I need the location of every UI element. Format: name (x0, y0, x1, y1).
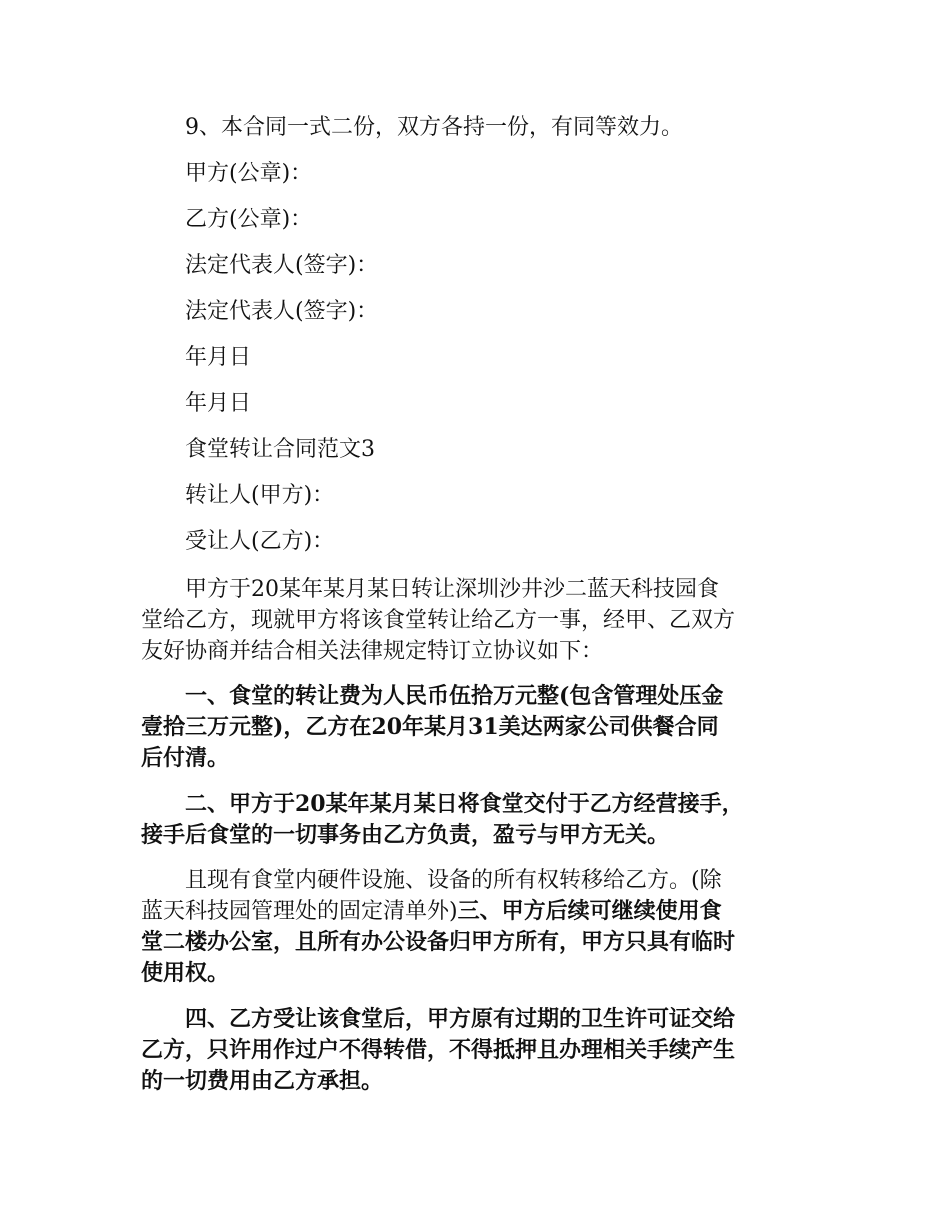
paragraph-line: 友好协商并结合相关法律规定特订立协议如下： (141, 639, 604, 664)
clause-4-paragraph (141, 1004, 811, 1097)
paragraph-line: 的一切费用由乙方承担。 (141, 1068, 384, 1094)
paragraph-line: 堂二楼办公室，且所有办公设备归甲方所有，甲方只具有临时 (141, 929, 736, 955)
clause-3-paragraph (141, 865, 811, 989)
paragraph-line: 一、食堂的转让费为人民币伍拾万元整(包含管理处压金 (185, 683, 724, 709)
paragraph-line: 乙方，只许用作过户不得转借，不得抵押且办理相关手续产生 (141, 1037, 736, 1063)
party-b-seal-label: 乙方(公章)： (185, 207, 313, 232)
paragraph-line: 接手后食堂的一切事务由乙方负责，盈亏与甲方无关。 (141, 822, 670, 848)
paragraph-line: 壹拾三万元整)，乙方在20年某月31美达两家公司供餐合同 (141, 714, 719, 740)
paragraph-fragment: 三、甲方后续可继续使用食 (457, 898, 722, 924)
transferee-label: 受让人(乙方)： (185, 529, 335, 554)
paragraph-line: 使用权。 (141, 960, 230, 986)
transferor-label: 转让人(甲方)： (185, 483, 335, 508)
paragraph-line: 堂给乙方，现就甲方将该食堂转让给乙方一事，经甲、乙双方 (141, 608, 736, 633)
clause-2-paragraph (141, 789, 811, 851)
intro-paragraph (141, 574, 811, 667)
date-label: 年月日 (185, 391, 252, 416)
paragraph-fragment: 蓝天科技园管理处的固定清单外) (141, 899, 458, 924)
clause-9-text: 9、本合同一式二份，双方各持一份，有同等效力。 (185, 115, 683, 140)
date-label: 年月日 (185, 345, 252, 370)
section-title: 食堂转让合同范文3 (185, 437, 375, 462)
paragraph-line: 四、乙方受让该食堂后，甲方原有过期的卫生许可证交给 (185, 1006, 736, 1032)
legal-rep-signature-label: 法定代表人(签字)： (185, 299, 379, 324)
paragraph-line: 后付清。 (141, 745, 230, 771)
legal-rep-signature-label: 法定代表人(签字)： (185, 253, 379, 278)
paragraph-line: 二、甲方于20某年某月某日将食堂交付于乙方经营接手， (185, 791, 744, 817)
party-a-seal-label: 甲方(公章)： (185, 161, 313, 186)
paragraph-line (141, 896, 811, 927)
paragraph-line: 甲方于20某年某月某日转让深圳沙井沙二蓝天科技园食 (185, 577, 719, 602)
paragraph-line: 且现有食堂内硬件设施、设备的所有权转移给乙方。(除 (185, 868, 722, 893)
clause-1-paragraph (141, 681, 811, 774)
